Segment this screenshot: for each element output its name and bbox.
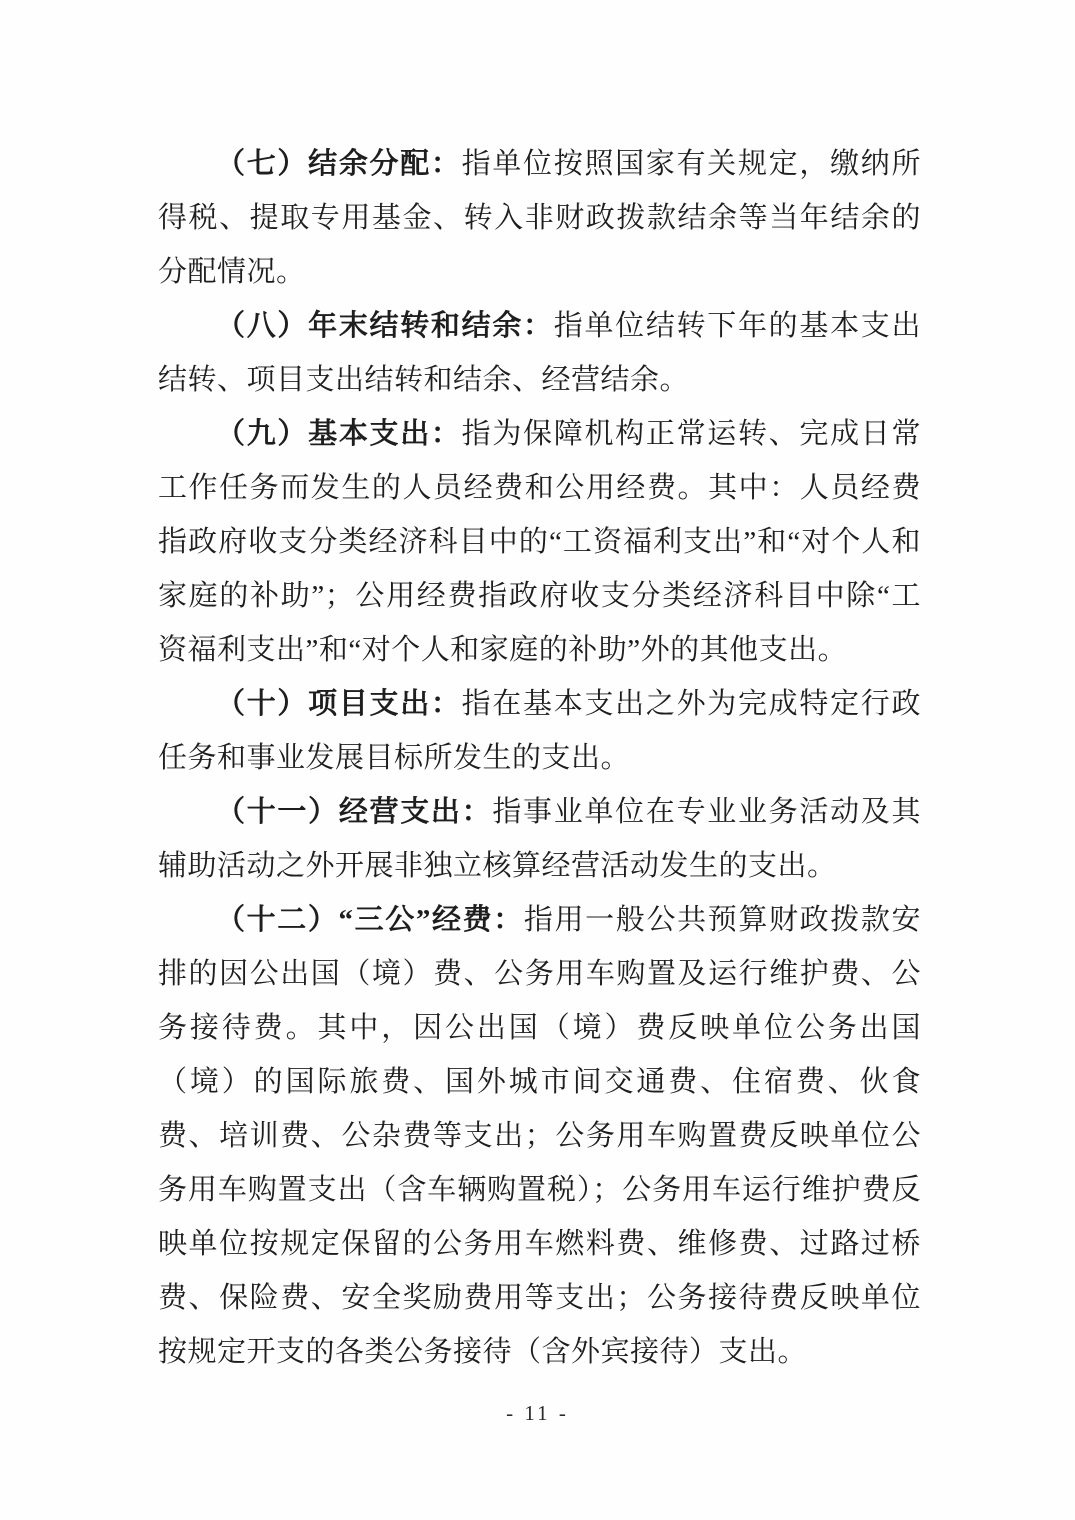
paragraph-8-text: 指单位结转下年的基本支出结转、项目支出结转和结余、经营结余。 [158, 310, 921, 396]
paragraph-7-heading: （七）结余分配： [216, 148, 462, 180]
paragraph-12 [158, 893, 921, 1379]
paragraph-9-text: 指为保障机构正常运转、完成日常工作任务而发生的人员经费和公用经费。其中：人员经费指政府收支分类经济科目中的“工资福利支出”和“对个人和家庭的补助”；公用经费指政府收支分类经济科目中除“工资福利支出”和“对个人和家庭的补助”外的其他支出。 [158, 418, 921, 666]
paragraph-12-heading: （十二）“三公”经费： [216, 904, 524, 936]
paragraph-12-text: 指用一般公共预算财政拨款安排的因公出国（境）费、公务用车购置及运行维护费、公务接待费。其中，因公出国（境）费反映单位公务出国（境）的国际旅费、国外城市间交通费、住宿费、伙食费、培训费、公杂费等支出；公务用车购置费反映单位公务用车购置支出（含车辆购置税）；公务用车运行维护费反映单位按规定保留的公务用车燃料费、维修费、过路过桥费、保险费、安全奖励费用等支出；公务接待费反映单位按规定开支的各类公务接待（含外宾接待）支出。 [158, 904, 921, 1368]
paragraph-11-heading: （十一）经营支出： [216, 796, 493, 828]
document-body [158, 137, 921, 1379]
paragraph-7 [158, 137, 921, 299]
paragraph-11 [158, 785, 921, 893]
paragraph-9-heading: （九）基本支出： [216, 418, 462, 450]
paragraph-9 [158, 407, 921, 677]
paragraph-7-text: 指单位按照国家有关规定，缴纳所得税、提取专用基金、转入非财政拨款结余等当年结余的分配情况。 [158, 148, 921, 288]
paragraph-11-text: 指事业单位在专业业务活动及其辅助活动之外开展非独立核算经营活动发生的支出。 [158, 796, 921, 882]
paragraph-10-heading: （十）项目支出： [216, 688, 462, 720]
paragraph-8 [158, 299, 921, 407]
paragraph-10 [158, 677, 921, 785]
page-number: - 11 - [506, 1401, 569, 1425]
paragraph-8-heading: （八）年末结转和结余： [216, 310, 554, 342]
paragraph-10-text: 指在基本支出之外为完成特定行政任务和事业发展目标所发生的支出。 [158, 688, 921, 774]
